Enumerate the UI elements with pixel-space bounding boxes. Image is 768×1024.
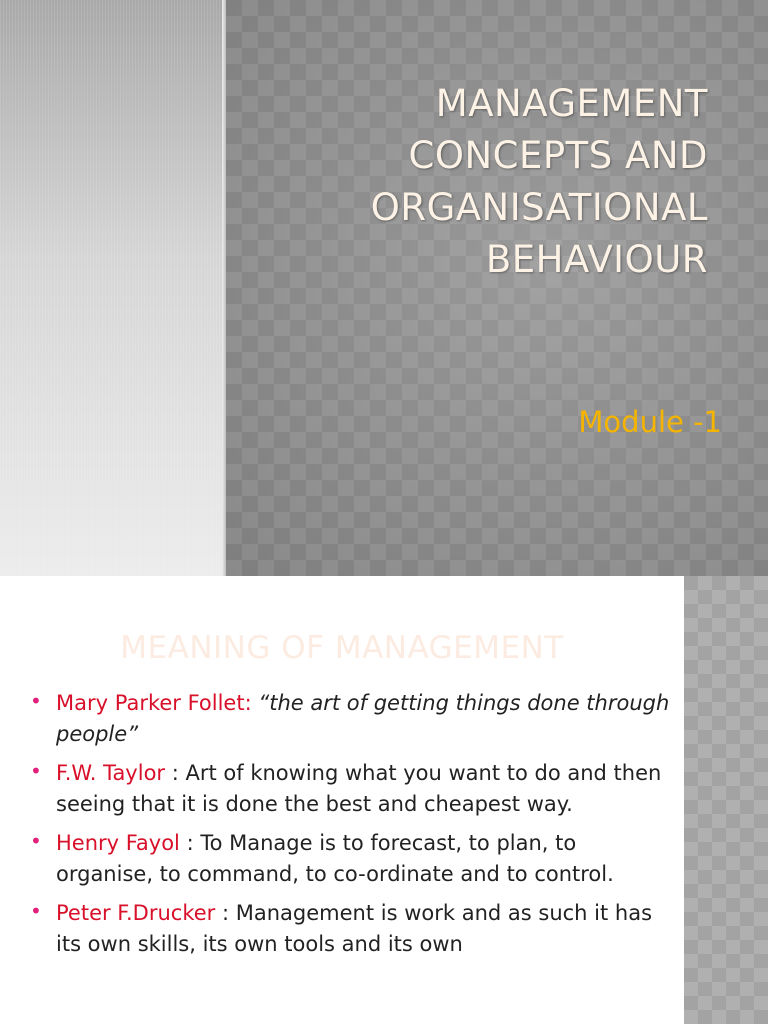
bullet-dot-icon: • — [30, 759, 42, 783]
title-line-3: ORGANISATIONAL — [370, 186, 708, 229]
bullet-dot-icon: • — [30, 899, 42, 923]
definition-text: Art of knowing what you want to do and then seeing that it is done the best and cheapest way. — [56, 761, 662, 816]
author-name: F.W. Taylor — [56, 761, 166, 785]
name-separator: : — [165, 761, 186, 785]
list-item — [30, 758, 670, 820]
definition-list — [30, 688, 670, 968]
definition-text: “the art of getting things done through people” — [56, 691, 670, 746]
definition-text: To Manage is to forecast, to plan, to organise, to command, to co-ordinate and to control. — [56, 831, 614, 886]
right-pattern-band — [684, 576, 768, 1024]
list-item — [30, 828, 670, 890]
content-slide — [0, 576, 768, 1024]
list-item — [30, 898, 670, 960]
author-name: Mary Parker Follet: — [56, 691, 252, 715]
bullet-dot-icon: • — [30, 689, 42, 713]
left-gradient-panel — [0, 0, 222, 576]
name-separator: : — [179, 831, 201, 855]
slide-title — [228, 78, 708, 286]
slide-heading: MEANING OF MANAGEMENT — [120, 630, 564, 666]
author-name: Peter F.Drucker — [56, 901, 216, 925]
name-separator: : — [215, 901, 236, 925]
author-name: Henry Fayol — [56, 831, 180, 855]
title-line-1: MANAGEMENT — [435, 82, 708, 125]
title-line-2: CONCEPTS AND — [408, 134, 708, 177]
bullet-dot-icon: • — [30, 829, 42, 853]
slide-subtitle: Module -1 — [578, 405, 722, 439]
title-line-4: BEHAVIOUR — [485, 238, 708, 281]
definition-text: Management is work and as such it has its own skills, its own tools and its own — [56, 901, 653, 956]
list-item — [30, 688, 670, 750]
